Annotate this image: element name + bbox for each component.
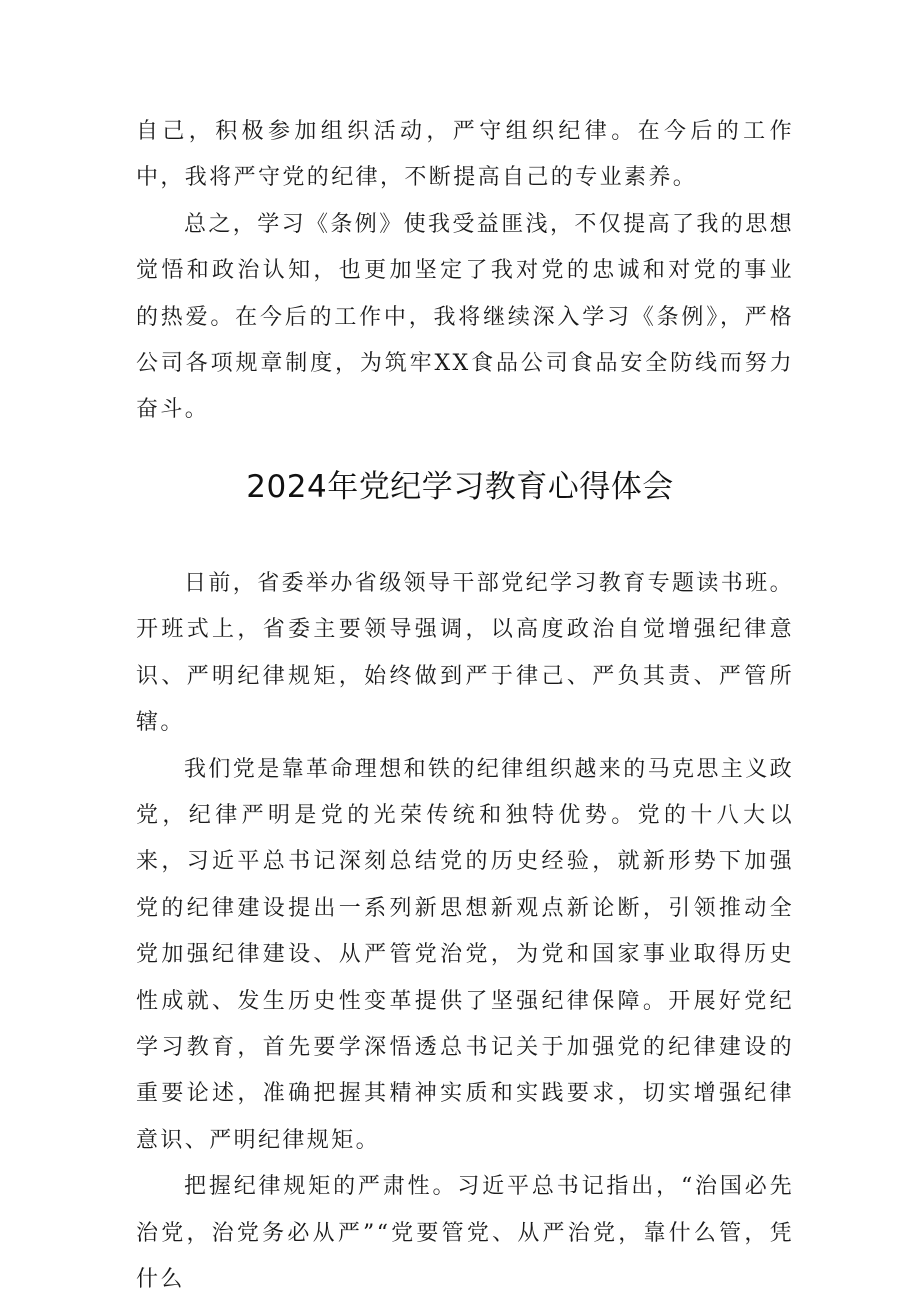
main-section-text <box>136 561 794 1304</box>
paragraph-continued: 自己，积极参加组织活动，严守组织纪律。在今后的工作中，我将严守党的纪律，不断提高自己的专业素养。 <box>136 119 794 191</box>
paragraph-discipline: 我们党是靠革命理想和铁的纪律组织越来的马克思主义政党，纪律严明是党的光荣传统和独特优势。党的十八大以来，习近平总书记深刻总结党的历史经验，就新形势下加强党的纪律建设提出一系列新思想新观点新论断，引领推动全党加强纪律建设、从严管党治党，为党和国家事业取得历史性成就、发生历史性变革提供了坚强纪律保障。开展好党纪学习教育，首先要学深悟透总书记关于加强党的纪律建设的重要论述，准确把握其精神实质和实践要求，切实增强纪律意识、严明纪律规矩。 <box>136 756 795 1153</box>
document-title: 2024年党纪学习教育心得体会 <box>246 469 674 505</box>
paragraph-conclusion: 总之，学习《条例》使我受益匪浅，不仅提高了我的思想觉悟和政治认知，也更加坚定了我对党的忠诚和对党的事业的热爱。在今后的工作中，我将继续深入学习《条例》，严格公司各项规章制度，为筑牢XX食品公司食品安全防线而努力奋斗。 <box>136 211 795 423</box>
paragraph-intro: 日前，省委举办省级领导干部党纪学习教育专题读书班。开班式上，省委主要领导强调，以高度政治自觉增强纪律意识、严明纪律规矩，始终做到严于律己、严负其责、严管所辖。 <box>136 571 795 736</box>
previous-section-text <box>136 109 794 434</box>
paragraph-seriousness: 把握纪律规矩的严肃性。习近平总书记指出，“治国必先治党，治党务必从严”“党要管党、从严治党，靠什么管，凭什么 <box>136 1174 794 1293</box>
